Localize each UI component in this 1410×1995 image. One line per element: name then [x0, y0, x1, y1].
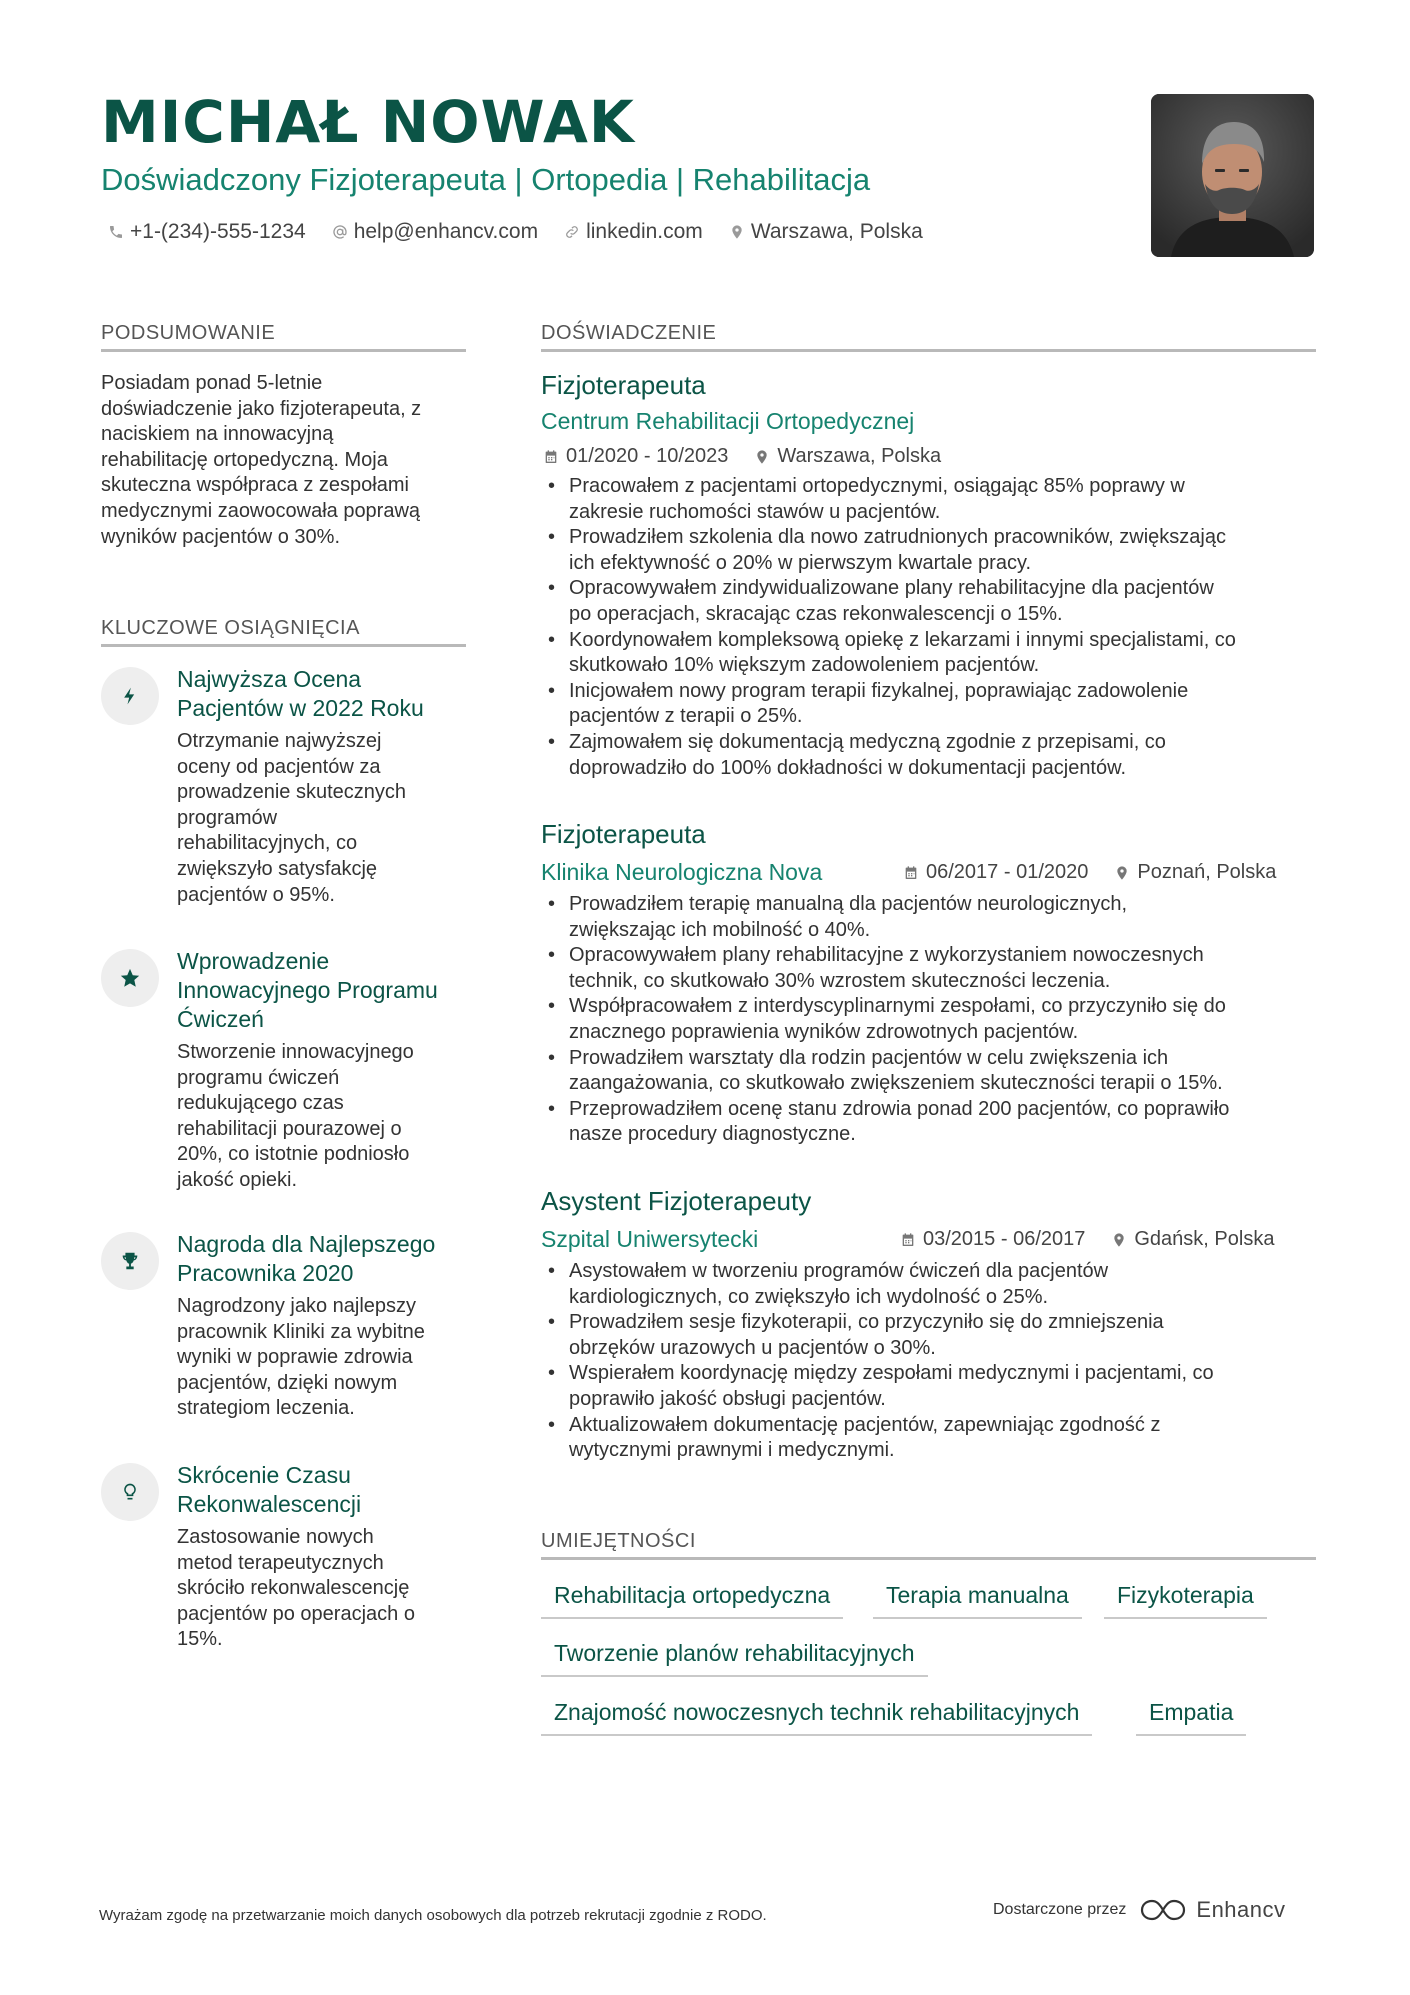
list-item: • Opracowywałem plany rehabilitacyjne z wykorzystaniem nowoczesnych technik, co skutkowało 30% wzrostem skuteczności leczenia.	[546, 943, 1326, 994]
summary-section-title: PODSUMOWANIE	[101, 322, 466, 352]
summary-line: rehabilitację ortopedyczną. Moja	[101, 448, 388, 471]
skill-tag: Fizykoterapia	[1104, 1582, 1267, 1619]
achievement-title: Nagroda dla Najlepszego Pracownika 2020	[177, 1231, 436, 1286]
achievement-icon-badge	[101, 1232, 159, 1290]
job-meta	[900, 1228, 1274, 1251]
skill-tag: Znajomość nowoczesnych technik rehabilitacyjnych	[541, 1699, 1092, 1736]
list-item: • Prowadziłem szkolenia dla nowo zatrudnionych pracowników, zwiększając ich efektywność o 20% w pierwszym kwartale pracy.	[546, 525, 1326, 576]
powered-by-label: Dostarczone przez	[993, 1901, 1127, 1918]
calendar-icon	[900, 1232, 916, 1248]
skill-tag: Empatia	[1136, 1699, 1246, 1736]
job-bullets	[546, 892, 1326, 1148]
linkedin-text: linkedin.com	[586, 220, 703, 243]
phone-icon	[108, 224, 124, 240]
enhancv-logo-icon	[1138, 1897, 1188, 1923]
summary-line: wyników pacjentów o 30%.	[101, 525, 341, 548]
contact-location	[729, 220, 923, 244]
job-title: Fizjoterapeuta	[541, 819, 706, 849]
contact-linkedin[interactable]	[564, 220, 703, 244]
phone-text: +1-(234)-555-1234	[130, 220, 306, 243]
achievement-description: Stworzenie innowacyjnego programu ćwiczeń redukującego czas rehabilitacji pourazowej o 20%, co istotnie podniosło jakość opieki.	[177, 1041, 414, 1191]
achievement-description: Otrzymanie najwyższej oceny od pacjentów za prowadzenie skutecznych programów rehabilitacyjnych, co zwiększyło satysfakcję pacjentów o 95%.	[177, 730, 407, 906]
job-location: Gdańsk, Polska	[1134, 1228, 1275, 1250]
profile-photo	[1151, 94, 1314, 257]
map-pin-icon	[1111, 1232, 1127, 1248]
skill-tag: Tworzenie planów rehabilitacyjnych	[541, 1640, 928, 1677]
list-item: • Pracowałem z pacjentami ortopedycznymi, osiągając 85% poprawy w zakresie ruchomości stawów u pacjentów.	[546, 474, 1326, 525]
achievement-title: Wprowadzenie Innowacyjnego Programu Ćwiczeń	[177, 948, 438, 1032]
list-item: • Prowadziłem sesje fizykoterapii, co przyczyniło się do zmniejszenia obrzęków urazowych u pacjentów o 30%.	[546, 1310, 1326, 1361]
company-name: Szpital Uniwersytecki	[541, 1226, 759, 1252]
job-bullets	[546, 474, 1326, 781]
achievement-description: Nagrodzony jako najlepszy pracownik Kliniki za wybitne wyniki w poprawie zdrowia pacjentów, dzięki nowym strategiom leczenia.	[177, 1295, 425, 1420]
achievement-icon-badge	[101, 949, 159, 1007]
achievement-icon-badge	[101, 667, 159, 725]
calendar-icon	[543, 449, 559, 465]
job-title: Asystent Fizjoterapeuty	[541, 1186, 812, 1216]
rodo-consent: Wyrażam zgodę na przetwarzanie moich danych osobowych dla potrzeb rekrutacji zgodnie z RODO.	[99, 1907, 767, 1924]
candidate-name: MICHAŁ NOWAK	[101, 88, 635, 156]
company-name: Klinika Neurologiczna Nova	[541, 859, 823, 885]
summary-line: naciskiem na innowacyjną	[101, 423, 334, 446]
job-meta	[543, 445, 941, 468]
list-item: • Aktualizowałem dokumentację pacjentów, zapewniając zgodność z wytycznymi prawnymi i medycznymi.	[546, 1413, 1326, 1464]
job-location: Poznań, Polska	[1137, 861, 1277, 883]
list-item: • Współpracowałem z interdyscyplinarnymi zespołami, co przyczyniło się do znacznego poprawienia wyników zdrowotnych pacjentów.	[546, 994, 1326, 1045]
calendar-icon	[903, 865, 919, 881]
summary-line: Posiadam ponad 5-letnie	[101, 372, 323, 394]
list-item: • Inicjowałem nowy program terapii fizykalnej, poprawiając zadowolenie pacjentów z terapii o 25%.	[546, 679, 1326, 730]
profile-portrait-icon	[1151, 94, 1314, 257]
lightbulb-icon	[120, 1481, 140, 1503]
summary-line: doświadczenie jako fizjoterapeuta, z	[101, 397, 422, 420]
achievement-title: Skrócenie Czasu Rekonwalescencji	[177, 1462, 362, 1517]
lightning-icon	[120, 685, 140, 707]
company-name: Centrum Rehabilitacji Ortopedycznej	[541, 408, 915, 434]
list-item: • Prowadziłem terapię manualną dla pacjentów neurologicznych, zwiększając ich mobilność o 40%.	[546, 892, 1326, 943]
contact-phone[interactable]	[108, 220, 306, 244]
summary-text	[101, 371, 469, 550]
summary-line: medycznymi zaowocowała poprawą	[101, 499, 421, 522]
powered-by[interactable]	[993, 1897, 1286, 1923]
job-location: Warszawa, Polska	[777, 445, 942, 467]
map-pin-icon	[1114, 865, 1130, 881]
job-bullets	[546, 1259, 1326, 1464]
skill-tag: Rehabilitacja ortopedyczna	[541, 1582, 843, 1619]
list-item: • Wspierałem koordynację między zespołami medycznymi i pacjentami, co poprawiło jakość obsługi pacjentów.	[546, 1361, 1326, 1412]
candidate-headline: Doświadczony Fizjoterapeuta | Ortopedia | Rehabilitacja	[101, 162, 871, 197]
job-dates: 03/2015 - 06/2017	[923, 1228, 1086, 1250]
brand-name: Enhancv	[1196, 1897, 1286, 1922]
list-item: • Koordynowałem kompleksową opiekę z lekarzami i innymi specjalistami, co skutkowało 10% większym zadowoleniem pacjentów.	[546, 628, 1326, 679]
experience-section-title: DOŚWIADCZENIE	[541, 322, 1316, 352]
list-item: • Zajmowałem się dokumentacją medyczną zgodnie z przepisami, co doprowadziło do 100% dokładności w dokumentacji pacjentów.	[546, 730, 1326, 781]
at-sign-icon	[332, 224, 348, 240]
achievement-icon-badge	[101, 1463, 159, 1521]
trophy-icon	[119, 1250, 141, 1272]
list-item: • Asystowałem w tworzeniu programów ćwiczeń dla pacjentów kardiologicznych, co zwiększyło ich wydolność o 25%.	[546, 1259, 1326, 1310]
achievement-title: Najwyższa Ocena Pacjentów w 2022 Roku	[177, 666, 424, 721]
link-icon	[564, 224, 580, 240]
skill-tag: Terapia manualna	[873, 1582, 1082, 1619]
location-text: Warszawa, Polska	[750, 220, 923, 243]
job-meta	[903, 861, 1276, 884]
contact-email[interactable]	[332, 220, 538, 244]
contact-bar	[108, 220, 949, 244]
achievement-description: Zastosowanie nowych metod terapeutycznych skróciło rekonwalescencję pacjentów po operacjach o 15%.	[177, 1526, 415, 1651]
achievements-section-title: KLUCZOWE OSIĄGNIĘCIA	[101, 617, 466, 647]
email-text: help@enhancv.com	[353, 220, 539, 243]
summary-line: skuteczna współpraca z zespołami	[101, 474, 409, 497]
list-item: • Przeprowadziłem ocenę stanu zdrowia ponad 200 pacjentów, co poprawiło nasze procedury diagnostyczne.	[546, 1097, 1326, 1148]
star-icon	[119, 967, 141, 989]
map-pin-icon	[754, 449, 770, 465]
skills-section-title: UMIEJĘTNOŚCI	[541, 1530, 1316, 1560]
list-item: • Prowadziłem warsztaty dla rodzin pacjentów w celu zwiększenia ich zaangażowania, co skutkowało zwiększeniem skuteczności terapii o 15%.	[546, 1046, 1326, 1097]
list-item: • Opracowywałem zindywidualizowane plany rehabilitacyjne dla pacjentów po operacjach, skracając czas rekonwalescencji o 15%.	[546, 576, 1326, 627]
job-dates: 06/2017 - 01/2020	[926, 861, 1089, 883]
map-pin-icon	[729, 224, 745, 240]
job-dates: 01/2020 - 10/2023	[566, 445, 729, 467]
job-title: Fizjoterapeuta	[541, 370, 706, 400]
